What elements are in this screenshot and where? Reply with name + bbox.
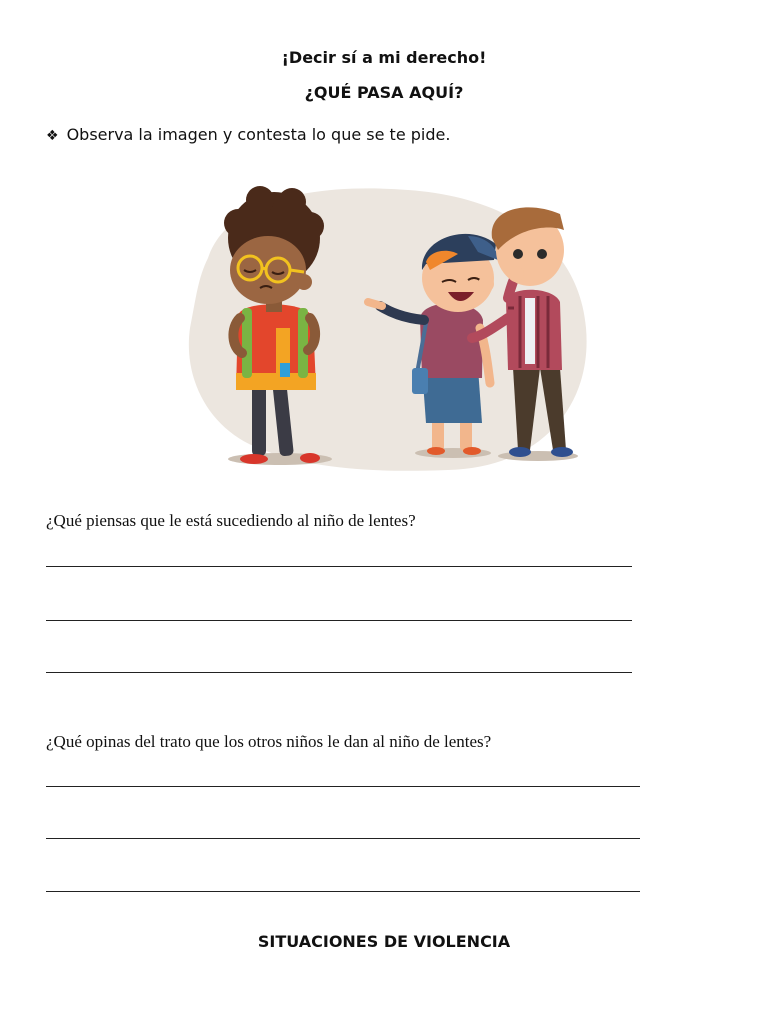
question-1: ¿Qué piensas que le está sucediendo al niño de lentes? (46, 511, 416, 530)
answer-line[interactable] (46, 838, 640, 839)
diamond-bullet-icon: ❖ (46, 128, 59, 144)
answer-line[interactable] (46, 786, 640, 787)
worksheet-title: ¡Decir sí a mi derecho! (281, 48, 487, 67)
section-title: SITUACIONES DE VIOLENCIA (257, 932, 511, 951)
worksheet-subtitle: ¿QUÉ PASA AQUÍ? (304, 83, 464, 102)
instruction (46, 125, 450, 144)
answer-line[interactable] (46, 891, 640, 892)
answer-line[interactable] (46, 672, 632, 673)
question-2: ¿Qué opinas del trato que los otros niños le dan al niño de lentes? (46, 732, 492, 751)
bullying-illustration (168, 178, 598, 478)
answer-line[interactable] (46, 566, 632, 567)
instruction-text: Observa la imagen y contesta lo que se te pide. (66, 125, 451, 144)
answer-line[interactable] (46, 620, 632, 621)
